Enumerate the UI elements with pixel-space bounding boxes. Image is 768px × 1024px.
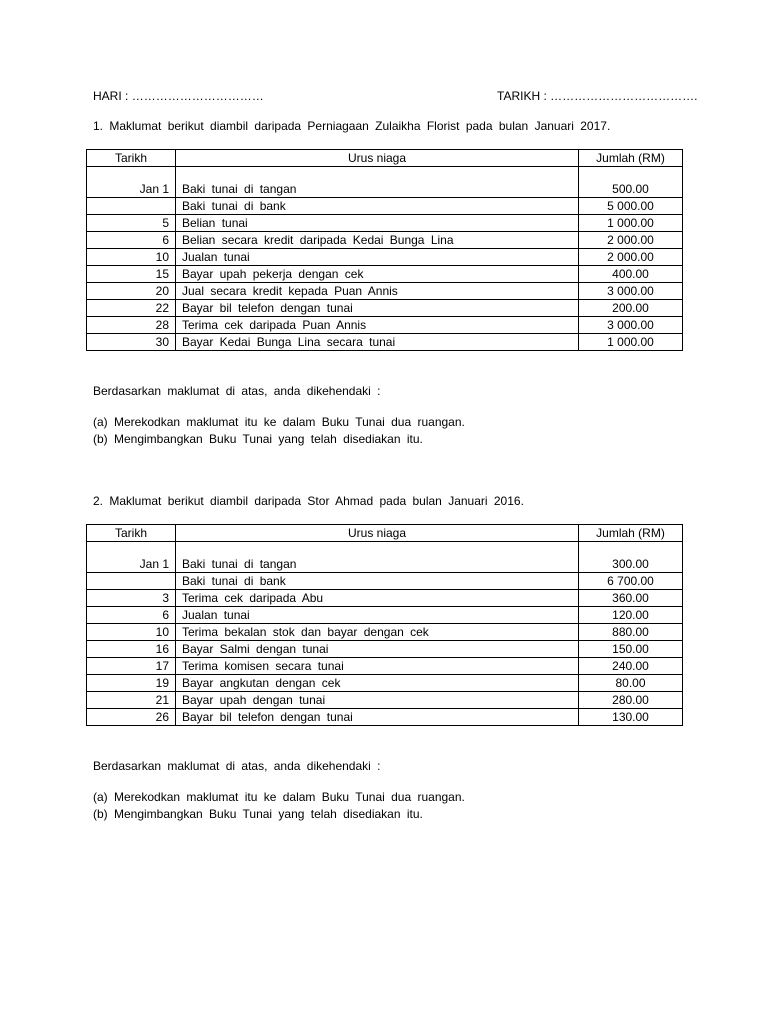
date-cell: 15 (87, 266, 176, 283)
table-spacer-cell (579, 542, 683, 557)
question-2-instruction: Berdasarkan maklumat di atas, anda dikehendaki : (93, 759, 381, 773)
table-row (87, 266, 683, 283)
table-header-row (87, 150, 683, 167)
question-1-table (86, 149, 683, 351)
question-2-title: 2. Maklumat berikut diambil daripada Stor Ahmad pada bulan Januari 2016. (93, 494, 524, 508)
table-row (87, 249, 683, 266)
date-cell: 19 (87, 675, 176, 692)
column-header-tarikh: Tarikh (87, 525, 176, 542)
date-cell: 26 (87, 709, 176, 726)
amount-cell: 880.00 (579, 624, 683, 641)
date-cell (87, 198, 176, 215)
table-spacer-cell (87, 167, 176, 182)
amount-cell: 2 000.00 (579, 249, 683, 266)
description-cell: Belian secara kredit daripada Kedai Bunga Lina (176, 232, 579, 249)
amount-cell: 120.00 (579, 607, 683, 624)
amount-cell: 6 700.00 (579, 573, 683, 590)
amount-cell: 1 000.00 (579, 334, 683, 351)
description-cell: Baki tunai di bank (176, 198, 579, 215)
table-spacer-cell (176, 542, 579, 557)
amount-cell: 5 000.00 (579, 198, 683, 215)
table-row (87, 334, 683, 351)
description-cell: Bayar upah pekerja dengan cek (176, 266, 579, 283)
question-1-table-body (87, 167, 683, 351)
table-row (87, 317, 683, 334)
hari-blank[interactable]: …………………………… (131, 89, 264, 103)
question-1-title: 1. Maklumat berikut diambil daripada Perniagaan Zulaikha Florist pada bulan Januari 2017. (93, 119, 611, 133)
date-cell: 21 (87, 692, 176, 709)
table-row (87, 181, 683, 198)
column-header-jumlah: Jumlah (RM) (579, 150, 683, 167)
table-row (87, 283, 683, 300)
table-spacer-cell (176, 167, 579, 182)
column-header-jumlah: Jumlah (RM) (579, 525, 683, 542)
date-cell (87, 573, 176, 590)
date-cell: 10 (87, 624, 176, 641)
amount-cell: 150.00 (579, 641, 683, 658)
description-cell: Jualan tunai (176, 607, 579, 624)
amount-cell: 3 000.00 (579, 283, 683, 300)
amount-cell: 400.00 (579, 266, 683, 283)
hari-label (93, 89, 264, 103)
amount-cell: 80.00 (579, 675, 683, 692)
description-cell: Bayar bil telefon dengan tunai (176, 709, 579, 726)
description-cell: Terima cek daripada Puan Annis (176, 317, 579, 334)
tarikh-blank[interactable]: ………………………………. (550, 89, 698, 103)
amount-cell: 280.00 (579, 692, 683, 709)
column-header-urus-niaga: Urus niaga (176, 150, 579, 167)
date-cell: 16 (87, 641, 176, 658)
table-row (87, 215, 683, 232)
date-cell: 20 (87, 283, 176, 300)
question-2-table-body (87, 542, 683, 726)
question-1-task-b: (b) Mengimbangkan Buku Tunai yang telah disediakan itu. (93, 432, 423, 446)
description-cell: Baki tunai di tangan (176, 181, 579, 198)
description-cell: Belian tunai (176, 215, 579, 232)
date-cell: 5 (87, 215, 176, 232)
question-2-task-b: (b) Mengimbangkan Buku Tunai yang telah disediakan itu. (93, 807, 423, 821)
table-row (87, 198, 683, 215)
description-cell: Bayar bil telefon dengan tunai (176, 300, 579, 317)
table-row (87, 590, 683, 607)
table-spacer-cell (579, 167, 683, 182)
description-cell: Bayar Kedai Bunga Lina secara tunai (176, 334, 579, 351)
description-cell: Terima komisen secara tunai (176, 658, 579, 675)
date-cell: Jan 1 (87, 556, 176, 573)
amount-cell: 300.00 (579, 556, 683, 573)
table-header-row (87, 525, 683, 542)
table-row (87, 573, 683, 590)
date-cell: 30 (87, 334, 176, 351)
description-cell: Bayar upah dengan tunai (176, 692, 579, 709)
amount-cell: 2 000.00 (579, 232, 683, 249)
amount-cell: 240.00 (579, 658, 683, 675)
date-cell: 10 (87, 249, 176, 266)
table-row (87, 675, 683, 692)
tarikh-label-text: TARIKH : (497, 89, 547, 103)
description-cell: Baki tunai di bank (176, 573, 579, 590)
table-row (87, 232, 683, 249)
description-cell: Jualan tunai (176, 249, 579, 266)
table-row (87, 624, 683, 641)
amount-cell: 3 000.00 (579, 317, 683, 334)
date-cell: 22 (87, 300, 176, 317)
table-spacer-row (87, 167, 683, 182)
amount-cell: 360.00 (579, 590, 683, 607)
hari-label-text: HARI : (93, 89, 129, 103)
amount-cell: 500.00 (579, 181, 683, 198)
description-cell: Terima cek daripada Abu (176, 590, 579, 607)
table-row (87, 607, 683, 624)
question-2-table (86, 524, 683, 726)
description-cell: Terima bekalan stok dan bayar dengan cek (176, 624, 579, 641)
date-cell: 3 (87, 590, 176, 607)
date-cell: 17 (87, 658, 176, 675)
amount-cell: 1 000.00 (579, 215, 683, 232)
tarikh-label (497, 89, 697, 103)
table-row (87, 641, 683, 658)
table-row (87, 556, 683, 573)
table-row (87, 709, 683, 726)
amount-cell: 200.00 (579, 300, 683, 317)
date-cell: Jan 1 (87, 181, 176, 198)
table-row (87, 300, 683, 317)
table-spacer-row (87, 542, 683, 557)
question-2-task-a: (a) Merekodkan maklumat itu ke dalam Buku Tunai dua ruangan. (93, 790, 465, 804)
table-spacer-cell (87, 542, 176, 557)
description-cell: Jual secara kredit kepada Puan Annis (176, 283, 579, 300)
table-row (87, 692, 683, 709)
description-cell: Baki tunai di tangan (176, 556, 579, 573)
date-cell: 28 (87, 317, 176, 334)
column-header-tarikh: Tarikh (87, 150, 176, 167)
table-row (87, 658, 683, 675)
date-cell: 6 (87, 607, 176, 624)
question-1-task-a: (a) Merekodkan maklumat itu ke dalam Buku Tunai dua ruangan. (93, 415, 465, 429)
date-cell: 6 (87, 232, 176, 249)
column-header-urus-niaga: Urus niaga (176, 525, 579, 542)
question-1-instruction: Berdasarkan maklumat di atas, anda dikehendaki : (93, 384, 381, 398)
description-cell: Bayar Salmi dengan tunai (176, 641, 579, 658)
amount-cell: 130.00 (579, 709, 683, 726)
description-cell: Bayar angkutan dengan cek (176, 675, 579, 692)
